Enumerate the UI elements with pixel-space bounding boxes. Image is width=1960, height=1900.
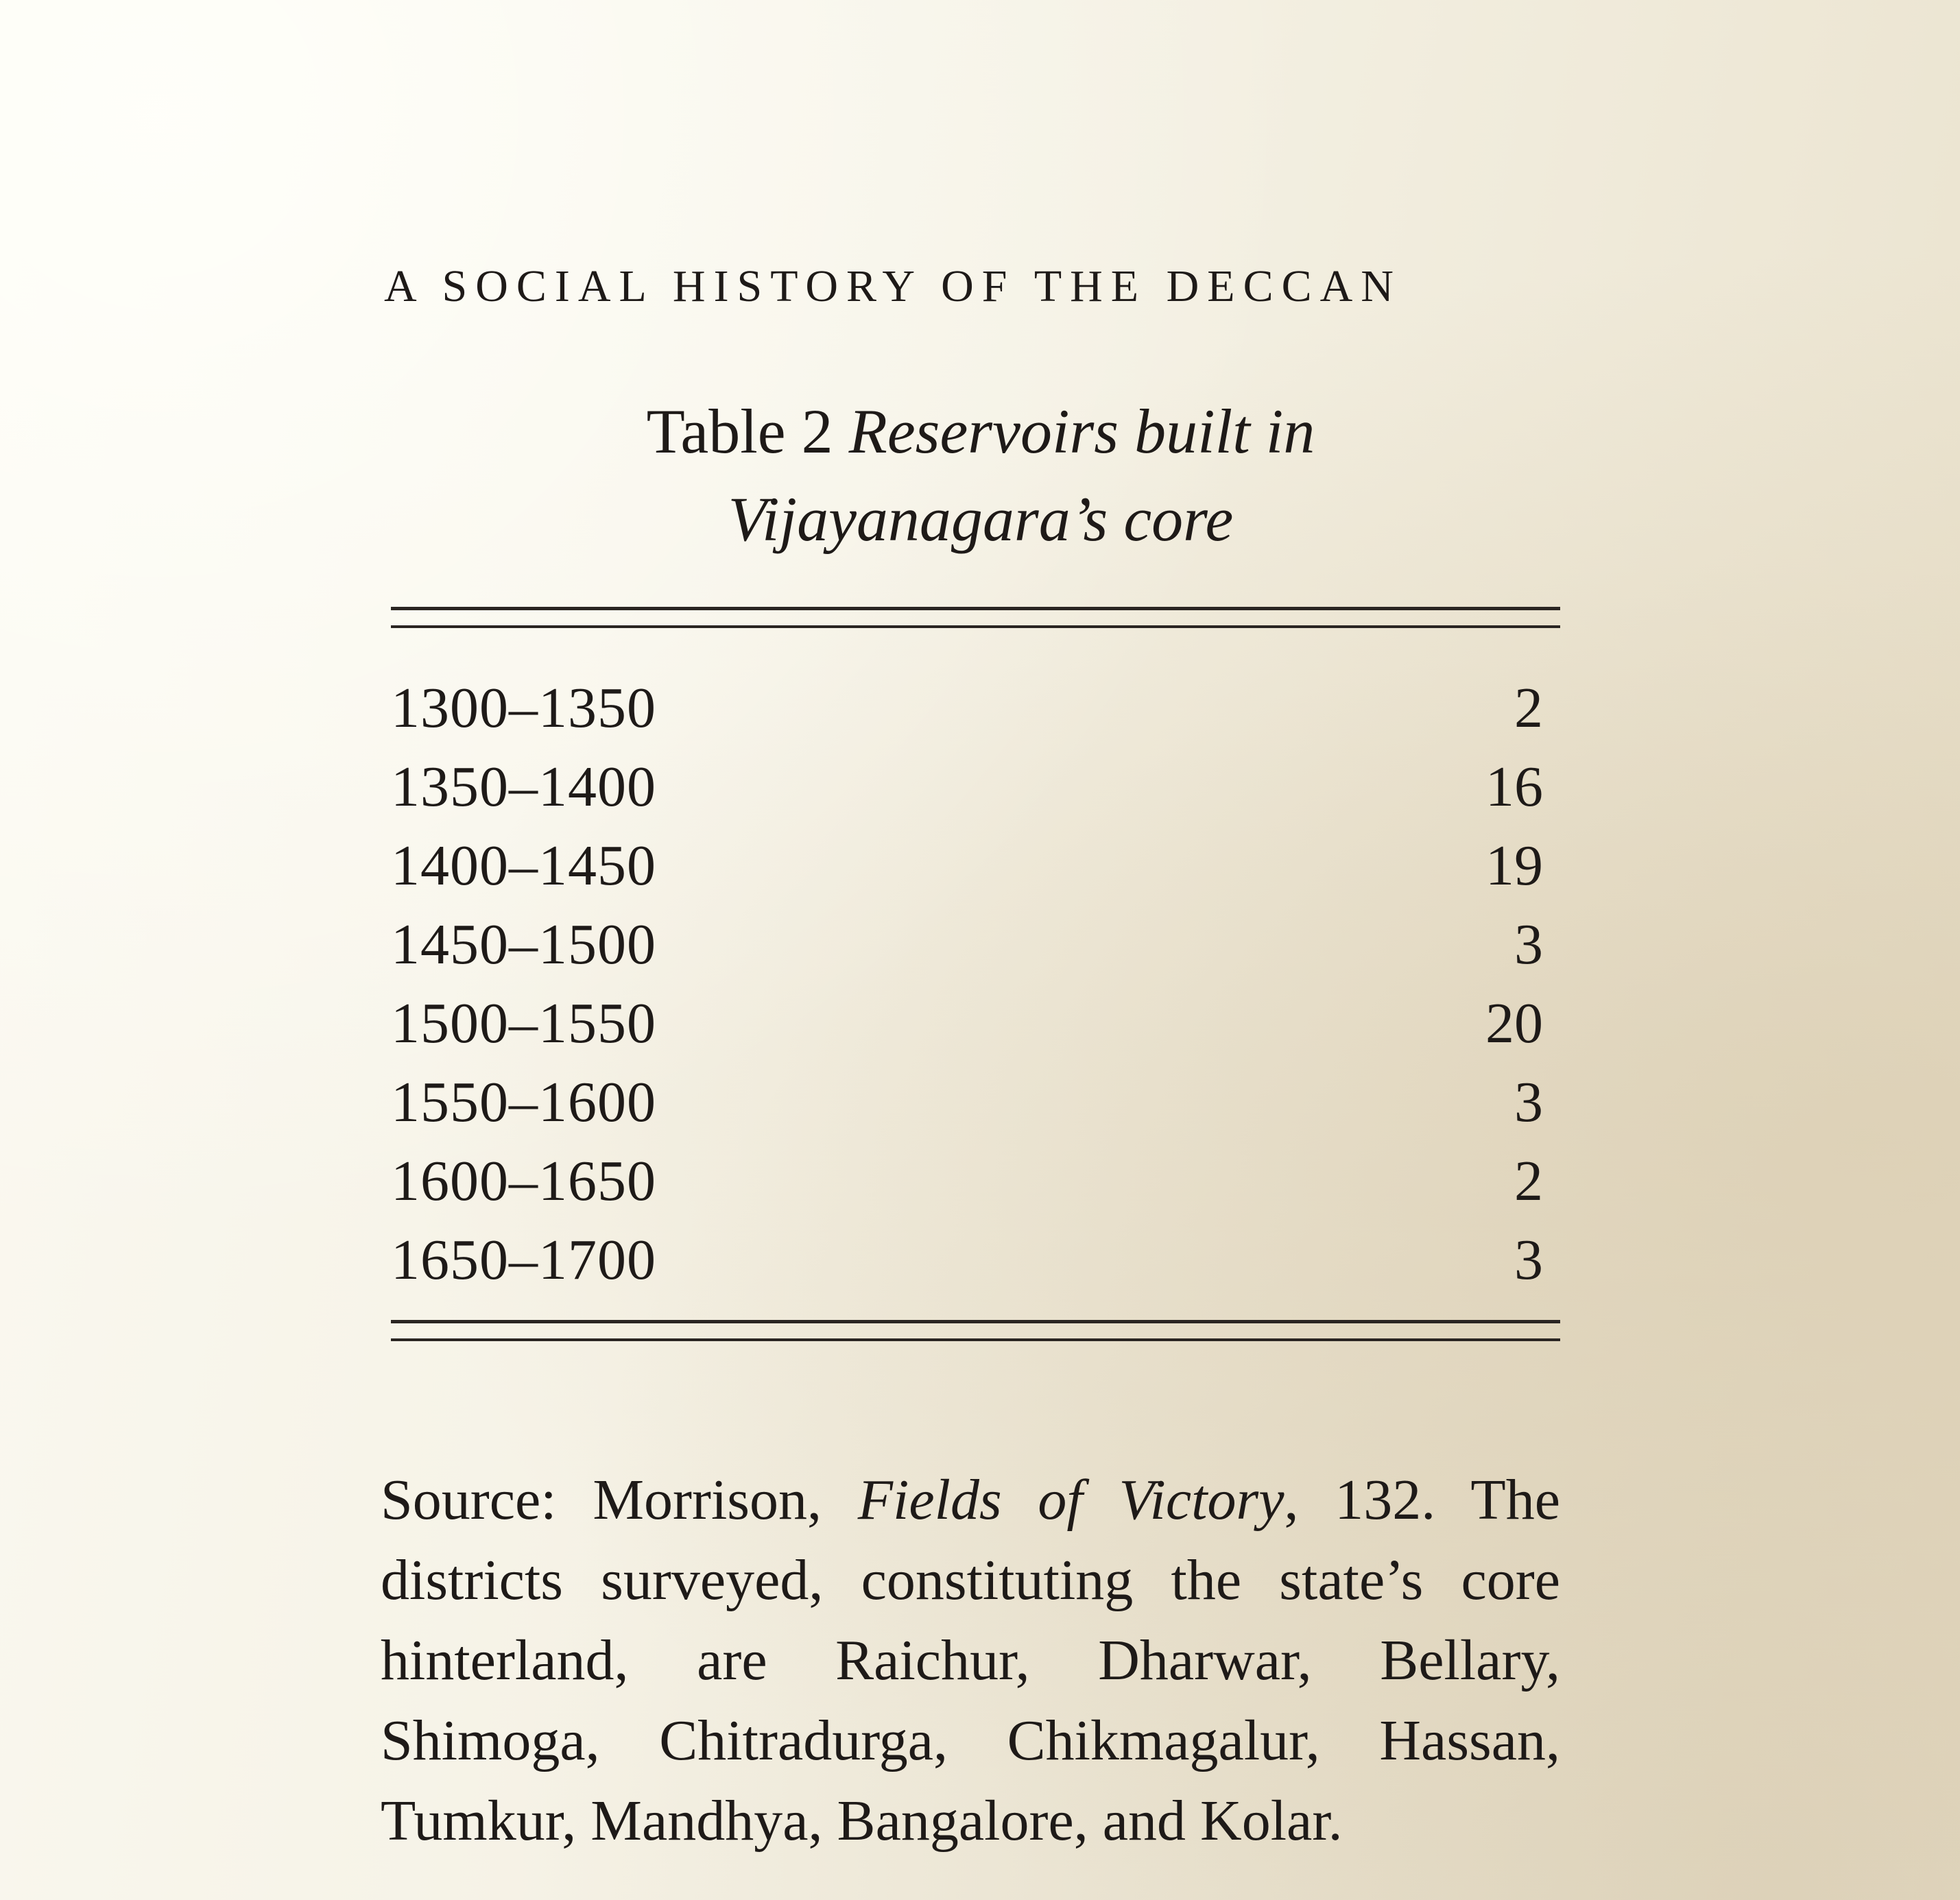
count-cell: 3 [1514,1228,1543,1292]
caption-line-1 [391,387,1570,475]
bottom-rule-thin [391,1320,1560,1323]
table-label: Table 2 [646,396,833,466]
table-title-line-1: Reservoirs built in [848,396,1315,466]
count-cell: 3 [1514,1070,1543,1134]
table-row [391,826,1543,905]
count-cell: 3 [1514,913,1543,976]
running-head: A SOCIAL HISTORY OF THE DECCAN [384,261,1402,311]
table-row [391,1063,1543,1142]
count-cell: 19 [1485,834,1543,898]
period-cell: 1300–1350 [391,676,656,740]
reservoir-table [391,669,1543,1299]
count-cell: 2 [1514,676,1543,740]
period-cell: 1500–1550 [391,991,656,1055]
period-cell: 1550–1600 [391,1070,656,1134]
table-row [391,905,1543,984]
table-row [391,669,1543,747]
table-row [391,747,1543,826]
table-caption [391,387,1570,563]
period-cell: 1450–1500 [391,913,656,976]
table-row [391,1220,1543,1299]
source-note [381,1460,1560,1861]
top-rule-thick [391,607,1560,610]
count-cell: 2 [1514,1149,1543,1213]
source-note-suffix: , 132. The districts surveyed, constituting the state’s core hinterland, are Raichur, Dharwar, Bellary, Shimoga, Chitradurga, Chikmagalur, Hassan, Tumkur, Mandhya, Bangalore, and Kolar. [381,1468,1561,1853]
count-cell: 16 [1485,755,1543,819]
source-note-prefix: Source: Morrison, [381,1468,858,1532]
bottom-rule-thick [391,1338,1560,1341]
period-cell: 1650–1700 [391,1228,656,1292]
count-cell: 20 [1485,991,1543,1055]
period-cell: 1400–1450 [391,834,656,898]
table-row [391,984,1543,1063]
period-cell: 1600–1650 [391,1149,656,1213]
table-title-line-2: Vijayanagara’s core [728,484,1234,554]
source-work-title: Fields of Victory [857,1468,1284,1532]
top-rule-thin [391,625,1560,628]
period-cell: 1350–1400 [391,755,656,819]
table-row [391,1142,1543,1220]
